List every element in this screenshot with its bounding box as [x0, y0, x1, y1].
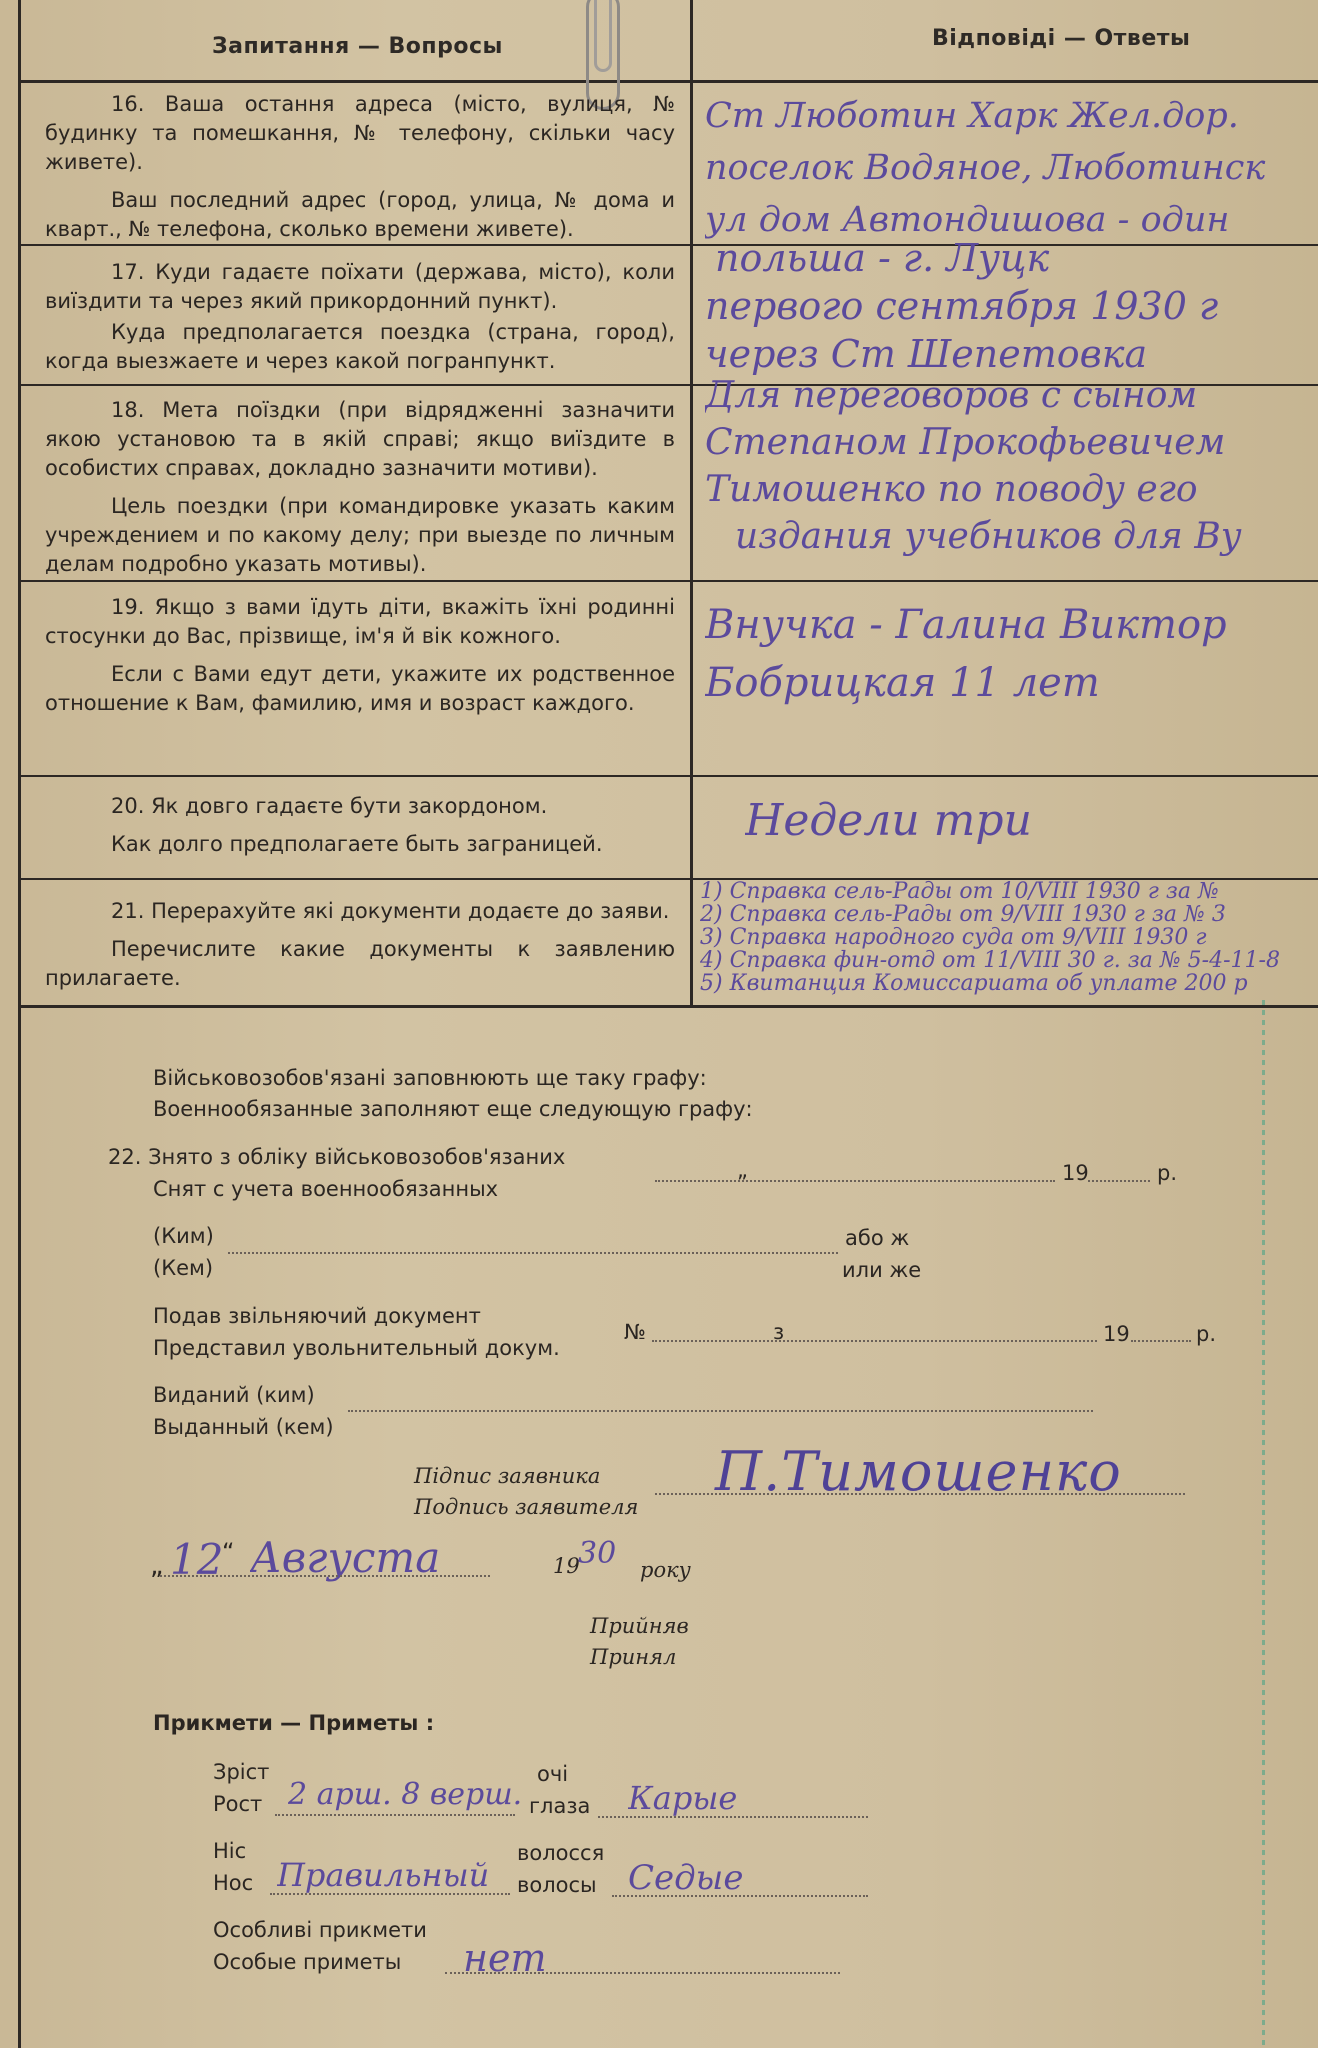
hair-field: [612, 1895, 868, 1897]
kym-ru: (Кем): [153, 1256, 214, 1280]
question-20-ru: Как долго предполагаете быть заграницей.: [111, 832, 603, 856]
question-20-ua: 20. Як довго гадаєте бути закордоном.: [111, 794, 548, 818]
answer-19-line: Внучка - Галина Виктор: [705, 602, 1227, 648]
column-divider: [690, 0, 693, 1005]
eyes-value: Карые: [628, 1779, 738, 1817]
date-open-quote: „: [150, 1551, 164, 1581]
answer-16: [705, 90, 1315, 246]
question-19: [45, 593, 675, 718]
accepted-ua: Прийняв: [590, 1614, 689, 1638]
q22-date-field: [655, 1180, 1055, 1182]
question-17-ru: Куда предполагается поездка (страна, город), когда выезжаете и через какой погранпункт.: [45, 320, 675, 373]
doc-number-field: [652, 1340, 1097, 1342]
special-label-ru: Особые приметы: [213, 1950, 402, 1974]
nose-field: [270, 1893, 510, 1895]
answer-17: [705, 234, 1315, 378]
doc-number-label: №: [624, 1320, 646, 1344]
row-rule-18: [18, 580, 1318, 582]
hair-label-ru: волосы: [517, 1873, 597, 1897]
question-16: [45, 90, 675, 244]
eyes-label-ua: очі: [537, 1762, 569, 1786]
answer-18-line: Тимошенко по поводу его: [705, 469, 1198, 510]
features-title: Прикмети — Приметы :: [153, 1711, 435, 1735]
answer-17-line: польша - г. Луцк: [715, 236, 1050, 280]
question-21: [45, 897, 675, 993]
answer-18: [705, 372, 1315, 560]
signature-label-ua: Підпис заявника: [414, 1464, 601, 1488]
date-field: [160, 1575, 490, 1577]
doc-year-suffix: р.: [1196, 1322, 1217, 1346]
height-value: 2 арш. 8 верш.: [288, 1777, 523, 1812]
question-20: [45, 792, 675, 859]
question-17: [45, 258, 675, 376]
header-rule: [18, 80, 1318, 83]
issued-ru: Выданный (кем): [153, 1415, 334, 1439]
kym-ua: (Ким): [153, 1224, 214, 1248]
date-year-prefix: 19: [553, 1554, 580, 1578]
hair-label-ua: волосся: [517, 1841, 605, 1865]
doc-ua: Подав звільняючий документ: [153, 1304, 481, 1328]
hair-value: Седые: [628, 1858, 744, 1898]
question-17-ua: 17. Куди гадаєте поїхати (держава, місто), коли виїздити та через який прикордонний пункт).: [45, 260, 675, 313]
q22-quote: „: [737, 1158, 748, 1182]
answer-19-line: Бобрицкая 11 лет: [705, 660, 1100, 706]
q22-ru: Снят с учета военнообязанных: [153, 1177, 499, 1201]
abo-ru: или же: [842, 1258, 922, 1282]
margin-mark: [1262, 1000, 1265, 2048]
nose-value: Правильный: [277, 1856, 490, 1894]
answer-17-line: первого сентября 1930 г: [705, 284, 1219, 328]
answer-20-line: Недели три: [745, 795, 1032, 846]
answer-21-line: 2) Справка сель-Рады от 9/VIII 1930 г за № 3: [700, 902, 1226, 927]
special-label-ua: Особливі прикмети: [213, 1918, 427, 1942]
nose-label-ru: Нос: [213, 1871, 254, 1895]
answer-16-line: Ст Люботин Харк Жел.дор.: [705, 96, 1239, 136]
height-label-ru: Рост: [213, 1792, 263, 1816]
question-18-ru: Цель поездки (при командировке указать каким учреждением и по какому делу; при выезде по личным делам подробно указать мотивы).: [45, 494, 675, 576]
answer-16-line: поселок Водяное, Люботинск: [705, 148, 1266, 188]
answers-header: Відповіді — Ответы: [932, 26, 1191, 51]
answer-18-line: издания учебников для Ву: [735, 516, 1242, 557]
issued-ua: Виданий (ким): [153, 1383, 315, 1407]
special-field: [445, 1972, 840, 1974]
answer-21: [700, 880, 1318, 995]
abo-ua: або ж: [845, 1226, 910, 1250]
kym-field: [228, 1252, 838, 1254]
question-16-ru: Ваш последний адрес (город, улица, № дома и кварт., № телефона, сколько времени живете).: [45, 188, 675, 241]
answer-19: [705, 596, 1315, 712]
answer-21-line: 1) Справка сель-Рады от 10/VIII 1930 г за №: [700, 880, 1219, 904]
answer-21-line: 5) Квитанция Комиссариата об уплате 200 р: [700, 971, 1248, 995]
date-year-hand: 30: [578, 1536, 617, 1571]
date-day: 12: [170, 1535, 224, 1584]
special-value: нет: [463, 1936, 547, 1980]
date-month: Августа: [250, 1533, 441, 1582]
doc-year: 19: [1103, 1322, 1130, 1346]
q22-ua: 22. Знято з обліку військовозобов'язаних: [108, 1145, 566, 1169]
date-close-quote: “: [222, 1538, 235, 1566]
applicant-signature: П.Тимошенко: [715, 1440, 1122, 1503]
paperclip-inner: [594, 0, 612, 72]
answer-21-line: 4) Справка фин-отд от 11/VIII 30 г. за № 5-4-11-8: [700, 948, 1280, 973]
answer-21-line: 3) Справка народного суда от 9/VIII 1930 г: [700, 925, 1207, 950]
height-label-ua: Зріст: [213, 1760, 270, 1784]
question-21-ua: 21. Перерахуйте які документи додаєте до заяви.: [111, 899, 670, 923]
answer-18-line: Для переговоров с сыном: [705, 375, 1198, 416]
table-bottom-rule: [18, 1005, 1318, 1008]
question-19-ru: Если с Вами едут дети, укажите их родственное отношение к Вам, фамилию, имя и возраст каждого.: [45, 662, 675, 715]
issued-field: [348, 1410, 1093, 1412]
question-19-ua: 19. Якщо з вами їдуть діти, вкажіть їхні родинні стосунки до Вас, прізвище, ім'я й вік кожного.: [45, 595, 675, 648]
question-21-ru: Перечислите какие документы к заявлению прилагаете.: [45, 937, 675, 990]
q22-year-suffix: р.: [1157, 1161, 1178, 1185]
military-intro-ru: Военнообязанные заполняют еще следующую графу:: [153, 1097, 753, 1121]
q22-year: 19: [1062, 1161, 1089, 1185]
signature-label-ru: Подпись заявителя: [414, 1495, 639, 1519]
doc-ru: Представил увольнительный докум.: [153, 1336, 560, 1360]
answer-16-line: ул дом Автондишова - один: [705, 200, 1230, 240]
military-intro-ua: Військовозобов'язані заповнюють ще таку графу:: [153, 1066, 707, 1090]
question-18-ua: 18. Мета поїздки (при відрядженні зазначити якою установою та в якій справі; якщо виїздите в особистих справах, докладно зазначити мотиви).: [45, 398, 675, 480]
nose-label-ua: Ніс: [213, 1839, 247, 1863]
height-field: [275, 1814, 515, 1816]
eyes-field: [598, 1816, 868, 1818]
eyes-label-ru: глаза: [529, 1794, 591, 1818]
q22-year-field: [1088, 1180, 1150, 1182]
question-16-ua: 16. Ваша остання адреса (місто, вулиця, № будинку та помешкання, № телефону, скільки часу живете).: [45, 92, 675, 174]
questions-header: Запитання — Вопросы: [212, 34, 503, 59]
answer-20: [745, 795, 1318, 847]
doc-from-label: з: [773, 1320, 785, 1344]
date-year-suffix: року: [640, 1558, 691, 1582]
question-18: [45, 396, 675, 579]
row-rule-19: [18, 775, 1318, 777]
answer-17-line: через Ст Шепетовка: [705, 332, 1148, 376]
left-border: [18, 0, 21, 2048]
answer-18-line: Степаном Прокофьевичем: [705, 422, 1226, 463]
doc-year-field: [1131, 1340, 1191, 1342]
accepted-ru: Принял: [590, 1645, 677, 1669]
